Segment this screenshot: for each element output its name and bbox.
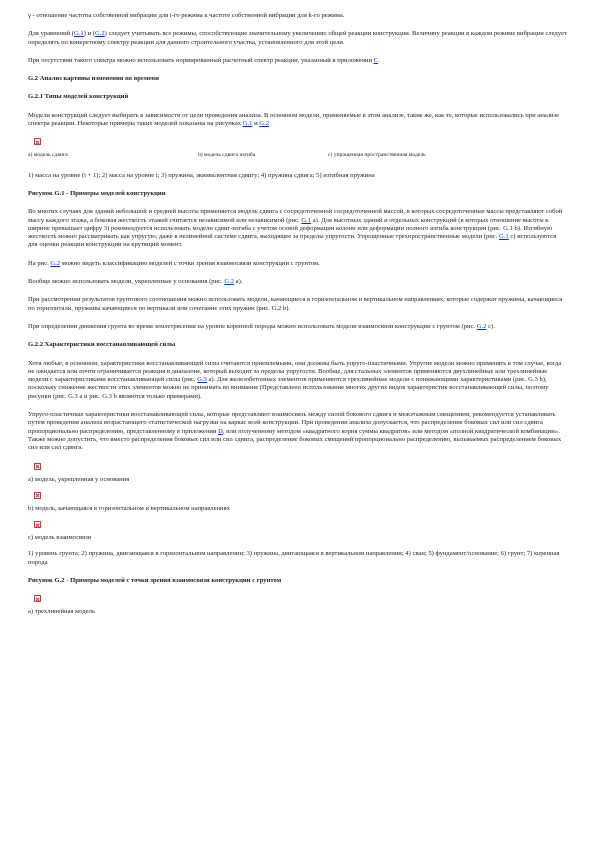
figure-g2-legend: 1) уровень грунта; 2) пружина, двигающаяся в горизонтальном направлении; 3) пружина, двигающаяся в вертикальном направлении; 4) сваи; 5) фундамент/основание; 6) грунт; 7) коренная порода bbox=[28, 550, 560, 566]
paragraph-restoring-force: Хотя любые, в основном, характеристики восстанавливающей силы считаются приемлемыми, они должны быть упруго-пластичными. Упругие модели можно применять в том случае, когда не ожидается или почти ограничивается реакция в диапазоне, который выходит за пределы упругости. Вообще, для стальных элементов применяются двухлинейные или трехлинейные модели с характеристиками восстанавливающей силы (рис. G.3 а). Для железобетонных элементов применяются трехлинейные модели с понижающими характеристиками (рис. G.3 b), поскольку снижение жесткости этих элементов можно не принимать во внимание (Представлено использование многих других видов характеристик восстанавливающей силы, поэтому рисунки (рис. G.3 а и рис. G.3 b являются только примерами). bbox=[28, 359, 562, 400]
section-heading-g2: G.2 Анализ картины изменения по времени bbox=[28, 75, 159, 83]
caption-spatial-model: c) упрощенная пространственная модель bbox=[328, 152, 426, 159]
broken-image-icon bbox=[34, 463, 41, 470]
link-appendix-c[interactable]: C bbox=[373, 56, 379, 64]
link-g1[interactable]: G.1 bbox=[499, 233, 509, 241]
link-g1[interactable]: G.1 bbox=[301, 216, 312, 224]
link-appendix-d[interactable]: D bbox=[218, 427, 223, 435]
broken-image-icon bbox=[34, 138, 41, 145]
caption-fixed-base-model: а) модель, укрепленная у основания bbox=[28, 475, 130, 483]
paragraph-shear-models: Во многих случаях для зданий небольшой и средней высоты применяется модель сдвига с сосредоточенной сосредоточенной массой, в которых сосредоточенные массы представляют собой массу каждого этажа, а боковая жесткость этажей считается независимой или независимой (рис. G.1 а). Для высотных зданий и отдельных конструкций (в которых отношение высоты к ширине превышает цифру 3) рекомендуется использовать модели сдвиг-изгиба с учетом осевой деформации колонн или деформации полного изгиба конструкции (рис. G.1 b). Изгибную жесткость можно рассматривать как упругую, даже в нелинейной системе сдвига, выходящее за пределы упругости. Упрощенные трехпространственные модели (рис. G.1 с) используются для оценки реакции конструкции на крутящий момент. bbox=[28, 208, 563, 249]
link-g1[interactable]: G.1 bbox=[74, 30, 84, 38]
figure-g1-captions bbox=[28, 151, 567, 159]
broken-image-icon bbox=[34, 595, 41, 602]
broken-image-icon bbox=[34, 521, 41, 528]
paragraph-models: Модели конструкций следует выбирать в зависимости от цели проведения анализа. В основном модели, применяемые в этом анализе, такие же, как те, которые использовались при анализе спектра реакции. Некоторые примеры таких моделей показаны на рисунках G.1 и G.2 bbox=[28, 111, 560, 128]
figure-g1-legend: 1) масса на уровне (i + 1); 2) масса на уровне i; 3) пружина, эквивалентная сдвигу; 4) пружина сдвига; 5) изгибная пружина bbox=[28, 171, 375, 179]
paragraph-spectrum: При отсутствии такого спектра можно использовать нормированный расчетный спектр реакции, указанный в приложении C. bbox=[28, 56, 380, 64]
caption-sway-rocking-model: b) модель, качающаяся в горизонтальном и вертикальном направлениях bbox=[28, 504, 230, 512]
paragraph-fixed-base: Вообще можно использовать модели, укрепленные у основания (рис. G.2 а). bbox=[28, 278, 243, 286]
link-g1[interactable]: G.1 bbox=[242, 120, 253, 128]
link-g2[interactable]: G.2 bbox=[94, 30, 105, 38]
link-g2[interactable]: G.2 bbox=[224, 278, 235, 286]
paragraph-elastoplastic: Упруго-пластичные характеристики восстанавливающей силы, которые представляют взаимосвязь между силой бокового сдвига и межэтажным смещением, рекомендуется устанавливать путем проведения анализа возрастающего статистической нагрузки на каркас всей конструкции. При проведении анализа допускается, что распределение боковых сил или сил сдвига пропорционально распределению, представленному в приложении D, или полученному методом «квадратного корня суммы квадратов» или методом «полной квадратической комбинации». Также можно допустить, что вместо распределения боковых сил или сил сдвига, распределение боковых смещений пропорционально распределению, вызываемых распределением боковых сил или сил сдвига. bbox=[28, 411, 562, 452]
link-g2[interactable]: G.2 bbox=[50, 259, 61, 267]
caption-trilinear-model: а) трехлинейная модель bbox=[28, 608, 95, 616]
paragraph-interaction: При определении движения грунта во время землетрясения на уровне коренной породы можно использовать модели взаимосвязи конструкции с грунтом (рис. G.2 с). bbox=[28, 322, 495, 330]
link-g3[interactable]: G.3 bbox=[197, 376, 207, 384]
figure-g2-title: Рисунок G.2 - Примеры моделей с точки зрения взаимосвязи конструкции с грунтом bbox=[28, 576, 282, 584]
paragraph-gamma: γ - отношение частоты собственной вибрации для i-го режима к частоте собственной вибрации для k-го режима. bbox=[28, 12, 345, 19]
link-g2[interactable]: G.2 bbox=[259, 120, 269, 128]
caption-interaction-model: c) модель взаимосвязи bbox=[28, 534, 92, 542]
caption-shear-model: а) модель сдвига bbox=[28, 152, 68, 159]
paragraph-modes: Для уравнений (G.1) и (G.2) следует учитывать все режимы, способствующие значительному увеличению общей реакции конструкции. Величину реакции в каждом режиме вибрации следует определять по конкретному спектру реакции для данного строительного участка, установленного для этой цели. bbox=[28, 30, 567, 46]
paragraph-sway-rocking: При рассмотрении результатов грунтового соотношения можно использовать модели, качающиеся в горизонтальном и вертикальном направлениях, которые содержат пружины, качающиеся по горизонтали, пружины качающиеся по вертикали или сочетание этих пружин (рис. G.2 b). bbox=[28, 296, 563, 312]
link-g2[interactable]: G.2 bbox=[476, 322, 487, 330]
broken-image-icon bbox=[34, 492, 41, 499]
caption-shear-bending-model: b) модель сдвига изгиба bbox=[198, 152, 256, 159]
section-heading-g21: G.2.1 Типы моделей конструкций bbox=[28, 93, 129, 101]
section-heading-g22: G.2.2 Характеристики восстанавливающей силы bbox=[28, 341, 176, 349]
paragraph-classification: На рис. G.2 можно видеть классификацию моделей с точки зрения взаимосвязи конструкции с грунтом. bbox=[28, 259, 320, 267]
figure-g1-title: Рисунок G.1 - Примеры моделей конструкции bbox=[28, 189, 166, 197]
